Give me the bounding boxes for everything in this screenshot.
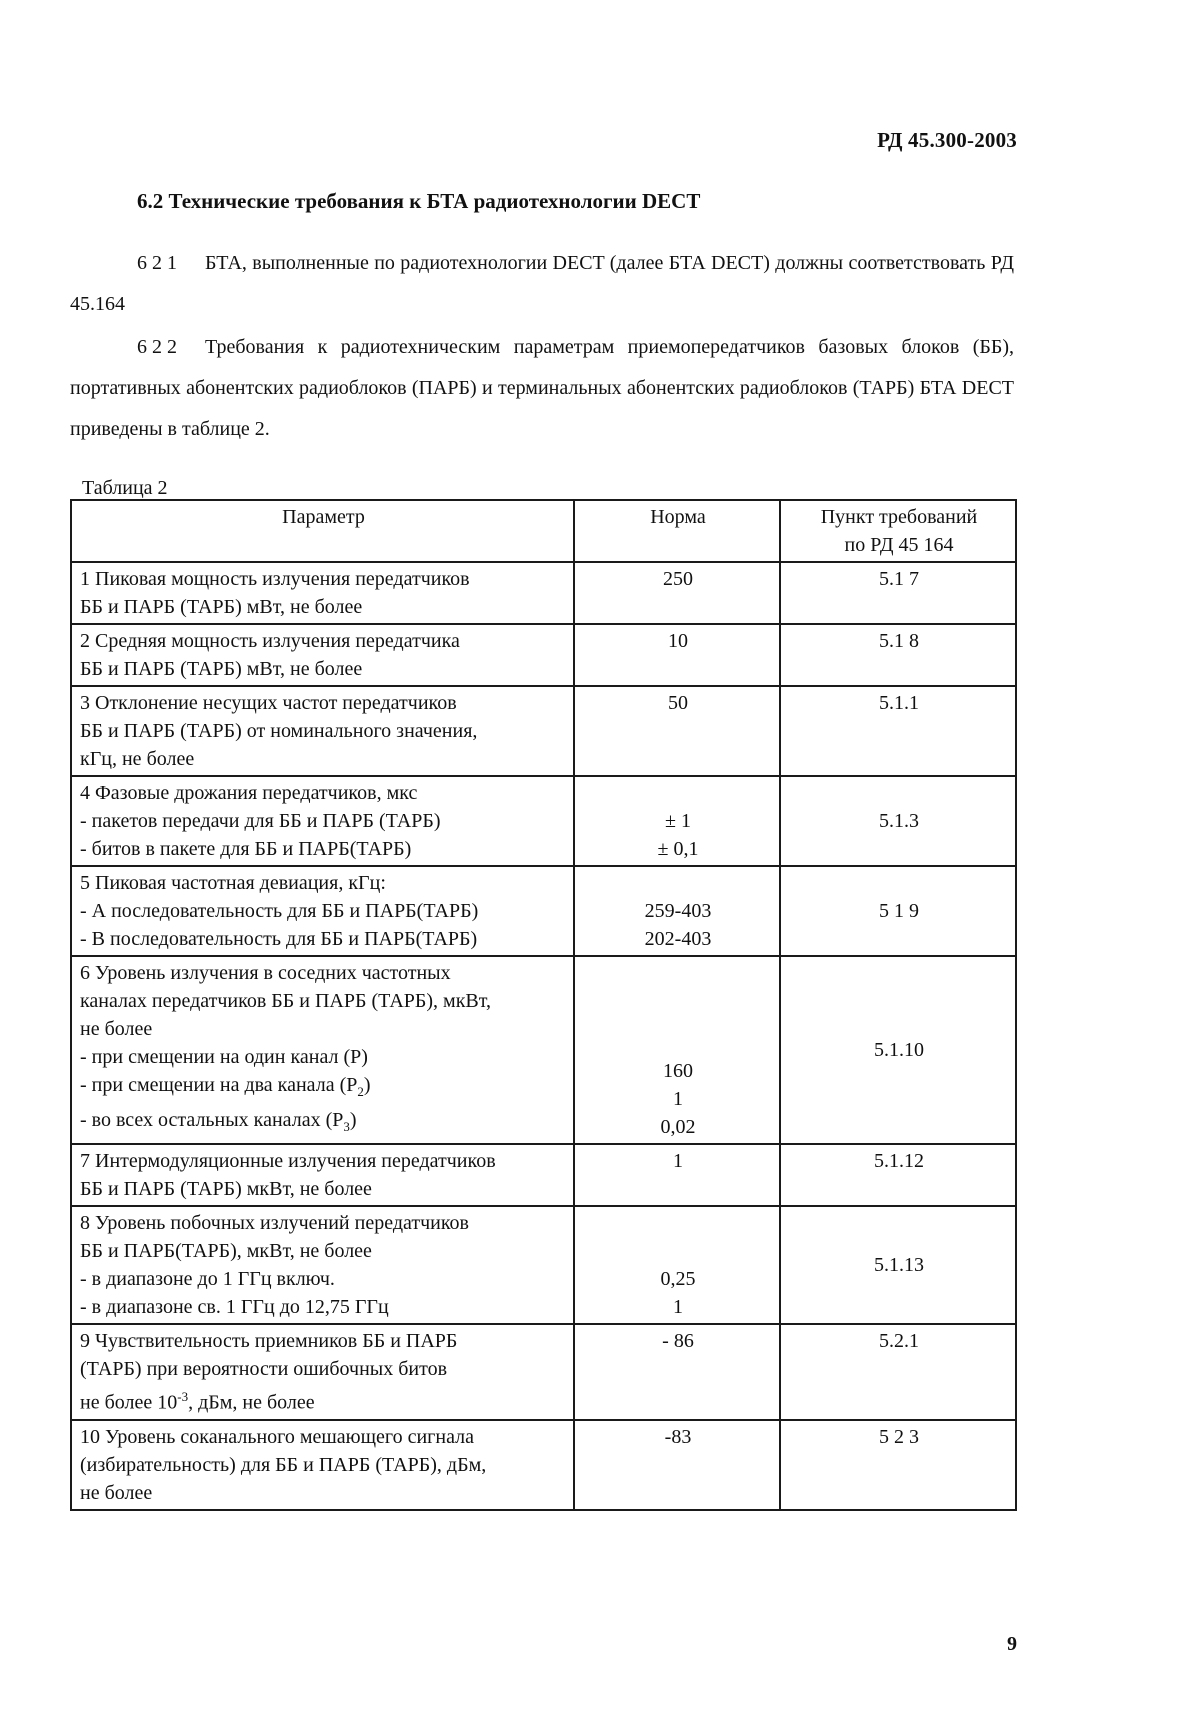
param-line: - при смещении на один канал (P): [80, 1046, 368, 1068]
norm-cell: [574, 686, 780, 776]
param-line: (ТАРБ) при вероятности ошибочных битов: [80, 1358, 448, 1380]
norm-cell: [574, 1420, 780, 1510]
norm-cell: [574, 1144, 780, 1206]
norm-value: 1: [673, 1150, 683, 1172]
header-param: Параметр: [71, 500, 574, 562]
norm-value: 259-403: [644, 900, 712, 922]
norm-cell: [574, 1324, 780, 1420]
param-line: не более $10^{-3}$, дБм, не более: [80, 1389, 315, 1414]
norm-value: 1: [673, 1296, 683, 1318]
param-line: - в диапазоне св. 1 ГГц до 12,75 ГГц: [80, 1296, 389, 1318]
ref-value: 5.1 8: [879, 630, 919, 652]
param-cell: [71, 776, 574, 866]
norm-cell: [574, 776, 780, 866]
param-cell: [71, 866, 574, 956]
ref-value: 5.1.12: [874, 1150, 924, 1172]
table-row: [71, 624, 1016, 686]
param-line: - пакетов передачи для ББ и ПАРБ (ТАРБ): [80, 810, 441, 832]
param-line: ББ и ПАРБ (ТАРБ) мВт, не более: [80, 658, 363, 680]
table-row: [71, 562, 1016, 624]
paragraph-number: 6 2 1: [137, 252, 177, 274]
table-row: [71, 956, 1016, 1144]
param-line: 10 Уровень соканального мешающего сигнала: [80, 1425, 474, 1448]
param-cell: [71, 624, 574, 686]
norm-cell: [574, 562, 780, 624]
table-row: [71, 1144, 1016, 1206]
document-code: РД 45.300-2003: [877, 128, 1017, 152]
table-row: [71, 776, 1016, 866]
param-line: не более: [80, 1018, 153, 1040]
param-line: кГц, не более: [80, 748, 195, 770]
param-cell: [71, 1206, 574, 1324]
ref-cell: [780, 624, 1016, 686]
param-line: 9 Чувствительность приемников ББ и ПАРБ: [80, 1330, 458, 1352]
header-norm: Норма: [574, 500, 780, 562]
param-line: - во всех остальных каналах $(P_3)$: [80, 1109, 357, 1134]
param-line: ББ и ПАРБ (ТАРБ) мкВт, не более: [80, 1178, 372, 1200]
table-row: [71, 1324, 1016, 1420]
requirements-table: [70, 499, 1017, 1511]
paragraph-6-2-1: [70, 243, 1014, 325]
param-line: - при смещении на два канала $(P_2)$: [80, 1074, 371, 1099]
ref-value: 5.1.3: [879, 810, 919, 832]
param-line: 5 Пиковая частотная девиация, кГц:: [80, 872, 386, 894]
ref-cell: [780, 1206, 1016, 1324]
param-line: 3 Отклонение несущих частот передатчиков: [80, 692, 457, 714]
param-line: ББ и ПАРБ (ТАРБ) от номинального значения,: [80, 720, 478, 742]
ref-cell: [780, 562, 1016, 624]
table-header-row: [71, 500, 1016, 562]
param-cell: [71, 1144, 574, 1206]
param-line: ББ и ПАРБ (ТАРБ) мВт, не более: [80, 596, 363, 618]
norm-value: 10: [668, 630, 688, 652]
table-row: [71, 1206, 1016, 1324]
ref-value: 5.1.1: [879, 692, 919, 714]
table-row: [71, 1420, 1016, 1510]
paragraph-6-2-2: [70, 327, 1014, 450]
table-row: [71, 686, 1016, 776]
ref-value: 5.1.13: [874, 1254, 924, 1276]
ref-value: 5 1 9: [879, 900, 919, 922]
page-number: 9: [1007, 1633, 1017, 1655]
norm-value: 1: [673, 1088, 683, 1110]
paragraph-number: 6 2 2: [137, 336, 177, 358]
param-cell: [71, 1324, 574, 1420]
ref-cell: [780, 956, 1016, 1144]
param-line: - битов в пакете для ББ и ПАРБ(ТАРБ): [80, 838, 412, 860]
table-row: [71, 866, 1016, 956]
paragraph-text: Требования к радиотехническим параметрам приемопередатчиков базовых блоков (ББ), портативных абонентских радиоблоков (ПАРБ) и терминальных абонентских радиоблоков (ТАРБ) БТА DECT приведены в таблице 2.: [70, 336, 1014, 440]
param-line: 1 Пиковая мощность излучения передатчиков: [80, 568, 470, 590]
header-ref: Пункт требований по РД 45 164: [780, 500, 1016, 562]
param-line: - А последовательность для ББ и ПАРБ(ТАРБ): [80, 900, 479, 922]
ref-cell: [780, 776, 1016, 866]
norm-value: 0,25: [660, 1268, 696, 1290]
param-line: (избирательность) для ББ и ПАРБ (ТАРБ), дБм,: [80, 1453, 487, 1476]
norm-value: 250: [663, 568, 693, 590]
norm-cell: [574, 956, 780, 1144]
ref-value: 5.2.1: [879, 1330, 919, 1352]
norm-cell: [574, 1206, 780, 1324]
param-cell: [71, 1420, 574, 1510]
param-cell: [71, 562, 574, 624]
param-cell: [71, 686, 574, 776]
param-line: 8 Уровень побочных излучений передатчиков: [80, 1212, 469, 1234]
norm-value: -83: [664, 1425, 692, 1448]
norm-cell: [574, 866, 780, 956]
ref-cell: [780, 1144, 1016, 1206]
ref-value: 5.1 7: [879, 568, 919, 590]
section-heading: 6.2 Технические требования к БТА радиотехнологии DECT: [137, 189, 701, 213]
param-line: 2 Средняя мощность излучения передатчика: [80, 630, 460, 652]
param-cell: [71, 956, 574, 1144]
param-line: ББ и ПАРБ(ТАРБ), мкВт, не более: [80, 1240, 372, 1262]
param-line: - В последовательность для ББ и ПАРБ(ТАРБ): [80, 928, 478, 950]
norm-value: ± 0,1: [657, 838, 699, 860]
param-line: каналах передатчиков ББ и ПАРБ (ТАРБ), мкВт,: [80, 990, 491, 1012]
ref-cell: [780, 1420, 1016, 1510]
param-line: 6 Уровень излучения в соседних частотных: [80, 962, 451, 984]
ref-cell: [780, 1324, 1016, 1420]
norm-value: 0,02: [660, 1116, 696, 1138]
ref-value: 5.1.10: [874, 1039, 924, 1061]
ref-value: 5 2 3: [879, 1425, 919, 1448]
norm-value: ± 1: [665, 810, 691, 832]
norm-value: 202-403: [644, 928, 712, 950]
param-line: не более: [80, 1481, 153, 1504]
norm-value: 50: [668, 692, 688, 714]
paragraph-text: БТА, выполненные по радиотехнологии DECT (далее БТА DECT) должны соответствовать РД 45.164: [70, 252, 1014, 315]
param-line: 7 Интермодуляционные излучения передатчиков: [80, 1150, 496, 1172]
norm-cell: [574, 624, 780, 686]
param-line: - в диапазоне до 1 ГГц включ.: [80, 1268, 335, 1290]
ref-cell: [780, 866, 1016, 956]
ref-cell: [780, 686, 1016, 776]
norm-value: 160: [663, 1060, 693, 1082]
table-caption: Таблица 2: [82, 477, 168, 499]
norm-value: - 86: [662, 1330, 694, 1352]
param-line: 4 Фазовые дрожания передатчиков, мкс: [80, 782, 418, 804]
